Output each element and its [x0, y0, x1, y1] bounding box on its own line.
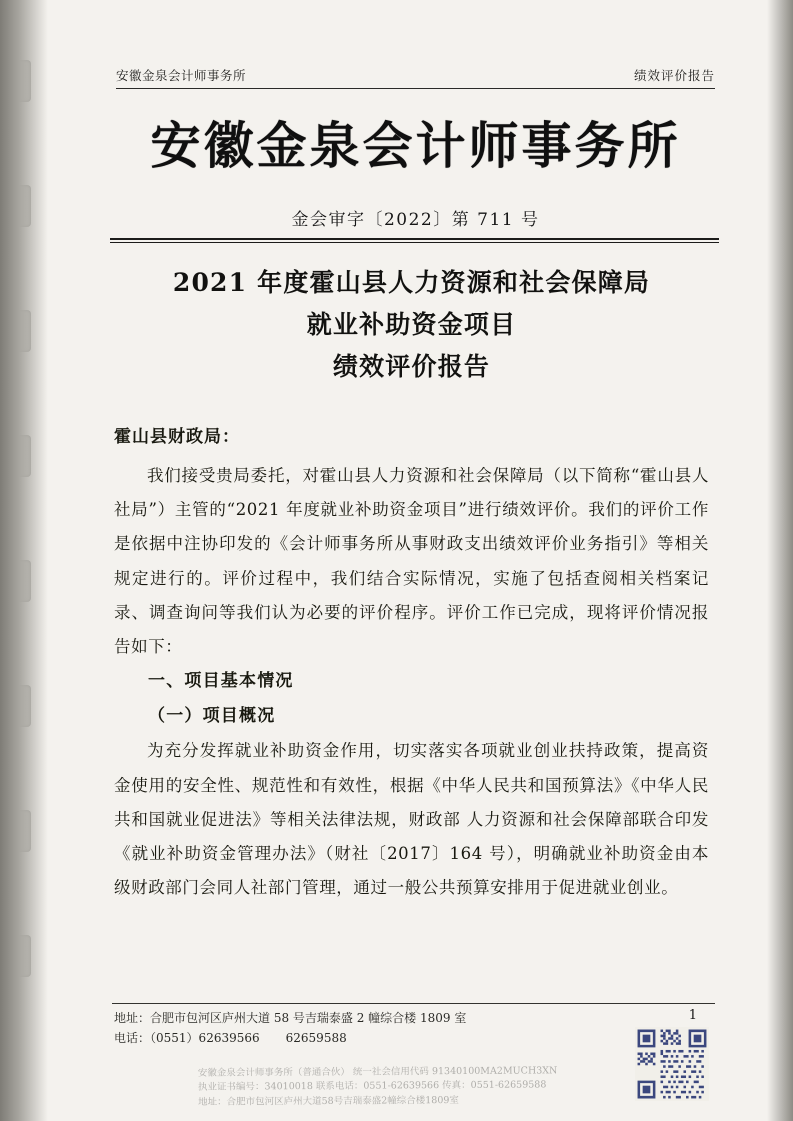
- running-head-right: 绩效评价报告: [633, 68, 715, 83]
- report-title-line-2: 就业补助资金项目: [306, 310, 517, 339]
- section-heading-1: 一、项目基本情况: [148, 671, 294, 692]
- body-paragraph-2: 为充分发挥就业补助资金作用，切实落实各项就业创业扶持政策，提高资金使用的安全性、规范性和有效性，根据《中华人民共和国预算法》《中华人民共和国就业促进法》等相关法律法规，财政部 人力资源和社会保障部联合印发《就业补助资金管理办法》（财社〔2017〕164 号），明确就业补助资金由本级财政部门会同人社部门管理，通过一般公共预算安排用于促进就业创业。: [114, 741, 709, 897]
- addressee: 霍山县财政局：: [114, 427, 240, 447]
- body-paragraph-1: 我们接受贵局委托，对霍山县人力资源和社会保障局（以下简称“霍山县人社局”）主管的“2021 年度就业补助资金项目”进行绩效评价。我们的评价工作是依据中注协印发的《会计师事务所从事财政支出绩效评价业务指引》等相关规定进行的。评价过程中，我们结合实际情况，实施了包括查阅相关档案记录、调查询问等我们认为必要的评价程序。评价工作已完成，现将评价情况报告如下：: [114, 466, 709, 656]
- footer-rule: [112, 1003, 715, 1004]
- watermark-line-3: 地址：合肥市包河区庐州大道58号吉瑞泰盛2幢综合楼1809室: [198, 1094, 459, 1108]
- section-heading-2: （一）项目概况: [148, 706, 276, 727]
- footer-phone-value-2: 62659588: [285, 1030, 347, 1045]
- footer: [114, 1009, 466, 1049]
- footer-phone-value-1: （0551）62639566: [150, 1030, 260, 1045]
- report-title-line-3: 绩效评价报告: [332, 352, 491, 381]
- footer-address-label: 地址：: [114, 1011, 151, 1025]
- footer-address-value: 合肥市包河区庐州大道 58 号吉瑞泰盛 2 幢综合楼 1809 室: [150, 1011, 467, 1025]
- running-head-rule: [116, 88, 715, 89]
- running-head: [116, 66, 715, 84]
- scan-edge-left: [0, 0, 48, 1121]
- footer-phone-label: 电话：: [114, 1030, 151, 1045]
- report-title-line-1: 2021 年度霍山县人力资源和社会保障局: [172, 268, 651, 297]
- scan-edge-right: [767, 0, 793, 1121]
- running-head-left: 安徽金泉会计师事务所: [116, 68, 247, 83]
- report-title: [138, 262, 685, 388]
- title-divider: [110, 238, 719, 243]
- qr-code-icon: [635, 1027, 709, 1101]
- page-number: 1: [688, 1008, 697, 1023]
- watermark-line-2: 执业证书编号：34010018 联系电话：0551-62639566 传真：0551-62659588: [197, 1079, 547, 1094]
- document-body: [114, 420, 709, 905]
- firm-name-title: 安徽金泉会计师事务所: [150, 116, 681, 175]
- paper-sheet: [48, 0, 745, 1121]
- document-number: 金会审字〔2022〕第 711 号: [291, 210, 540, 230]
- watermark-line-1: 安徽金泉会计师事务所（普通合伙） 统一社会信用代码 91340100MA2MUCH3XN: [197, 1065, 558, 1079]
- binder-punch-holes: [6, 0, 40, 1121]
